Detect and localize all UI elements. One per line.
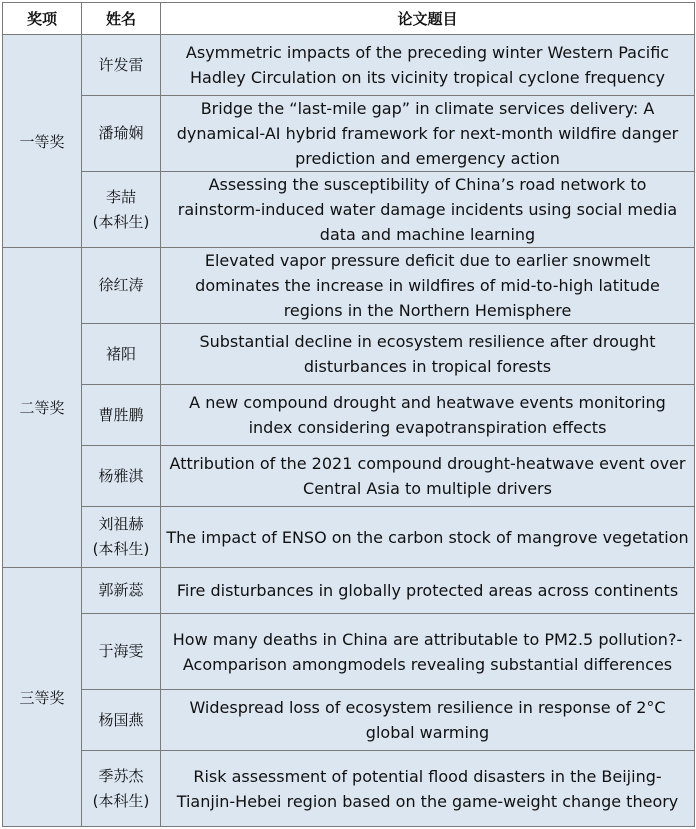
name-text: 徐红涛 — [98, 276, 144, 294]
name-text: 曹胜鹏 — [98, 405, 144, 424]
awards-table — [2, 2, 695, 827]
table-row — [3, 96, 695, 172]
name-note: (本科生) — [92, 540, 150, 558]
title-cell: Attribution of the 2021 compound drought-heatwave event over Central Asia to multiple drivers — [161, 446, 695, 507]
name-cell — [82, 751, 161, 827]
title-cell: Assessing the susceptibility of China’s road network to rainstorm-induced water damage incidents using social media data and machine learning — [161, 172, 695, 248]
table-row — [3, 35, 695, 96]
header-row — [3, 3, 695, 35]
name-note: (本科生) — [92, 212, 150, 231]
name-cell — [82, 568, 161, 614]
table-row — [3, 172, 695, 248]
header-award: 奖项 — [3, 3, 82, 35]
award-cell-second: 二等奖 — [3, 248, 82, 568]
title-cell: Elevated vapor pressure deficit due to earlier snowmelt dominates the increase in wildfires of mid-to-high latitude regions in the Northern Hemisphere — [161, 248, 695, 324]
table-row — [3, 751, 695, 827]
table-row — [3, 614, 695, 690]
name-text: 李喆 — [105, 187, 136, 206]
name-text: 杨雅淇 — [98, 466, 144, 485]
title-cell: The impact of ENSO on the carbon stock of mangrove vegetation — [161, 507, 695, 568]
name-text: 杨国燕 — [98, 710, 144, 729]
title-cell: Fire disturbances in globally protected areas across continents — [161, 568, 695, 614]
title-cell: Substantial decline in ecosystem resilience after drought disturbances in tropical forests — [161, 324, 695, 385]
title-cell: Risk assessment of potential flood disasters in the Beijing-Tianjin-Hebei region based on the game-weight change theory — [161, 751, 695, 827]
table-row — [3, 385, 695, 446]
name-cell — [82, 614, 161, 690]
title-cell: A new compound drought and heatwave events monitoring index considering evapotranspiration effects — [161, 385, 695, 446]
name-cell — [82, 446, 161, 507]
name-note: (本科生) — [92, 791, 150, 810]
header-title: 论文题目 — [161, 3, 695, 35]
name-text: 刘祖赫 — [98, 515, 144, 533]
table-row — [3, 324, 695, 385]
name-cell — [82, 96, 161, 172]
name-cell — [82, 35, 161, 96]
name-text: 许发雷 — [98, 55, 144, 74]
title-cell: How many deaths in China are attributable to PM2.5 pollution?-Acomparison amongmodels revealing substantial differences — [161, 614, 695, 690]
award-cell-third: 三等奖 — [3, 568, 82, 827]
title-cell: Widespread loss of ecosystem resilience in response of 2°C global warming — [161, 690, 695, 751]
name-cell — [82, 172, 161, 248]
title-cell: Asymmetric impacts of the preceding winter Western Pacific Hadley Circulation on its vicinity tropical cyclone frequency — [161, 35, 695, 96]
name-cell — [82, 385, 161, 446]
name-text: 郭新蕊 — [98, 581, 144, 599]
table-row — [3, 446, 695, 507]
name-text: 潘瑜娴 — [98, 124, 144, 142]
name-cell — [82, 690, 161, 751]
header-name: 姓名 — [82, 3, 161, 35]
name-cell — [82, 248, 161, 324]
table-row — [3, 507, 695, 568]
name-cell — [82, 324, 161, 385]
table-row — [3, 690, 695, 751]
table-row — [3, 248, 695, 324]
name-text: 于海雯 — [98, 642, 144, 660]
table-row — [3, 568, 695, 614]
name-cell — [82, 507, 161, 568]
name-text: 季苏杰 — [98, 766, 144, 785]
name-text: 褚阳 — [105, 344, 136, 363]
award-cell-first: 一等奖 — [3, 35, 82, 248]
title-cell: Bridge the “last-mile gap” in climate services delivery: A dynamical-AI hybrid framework for next-month wildfire danger prediction and emergency action — [161, 96, 695, 172]
